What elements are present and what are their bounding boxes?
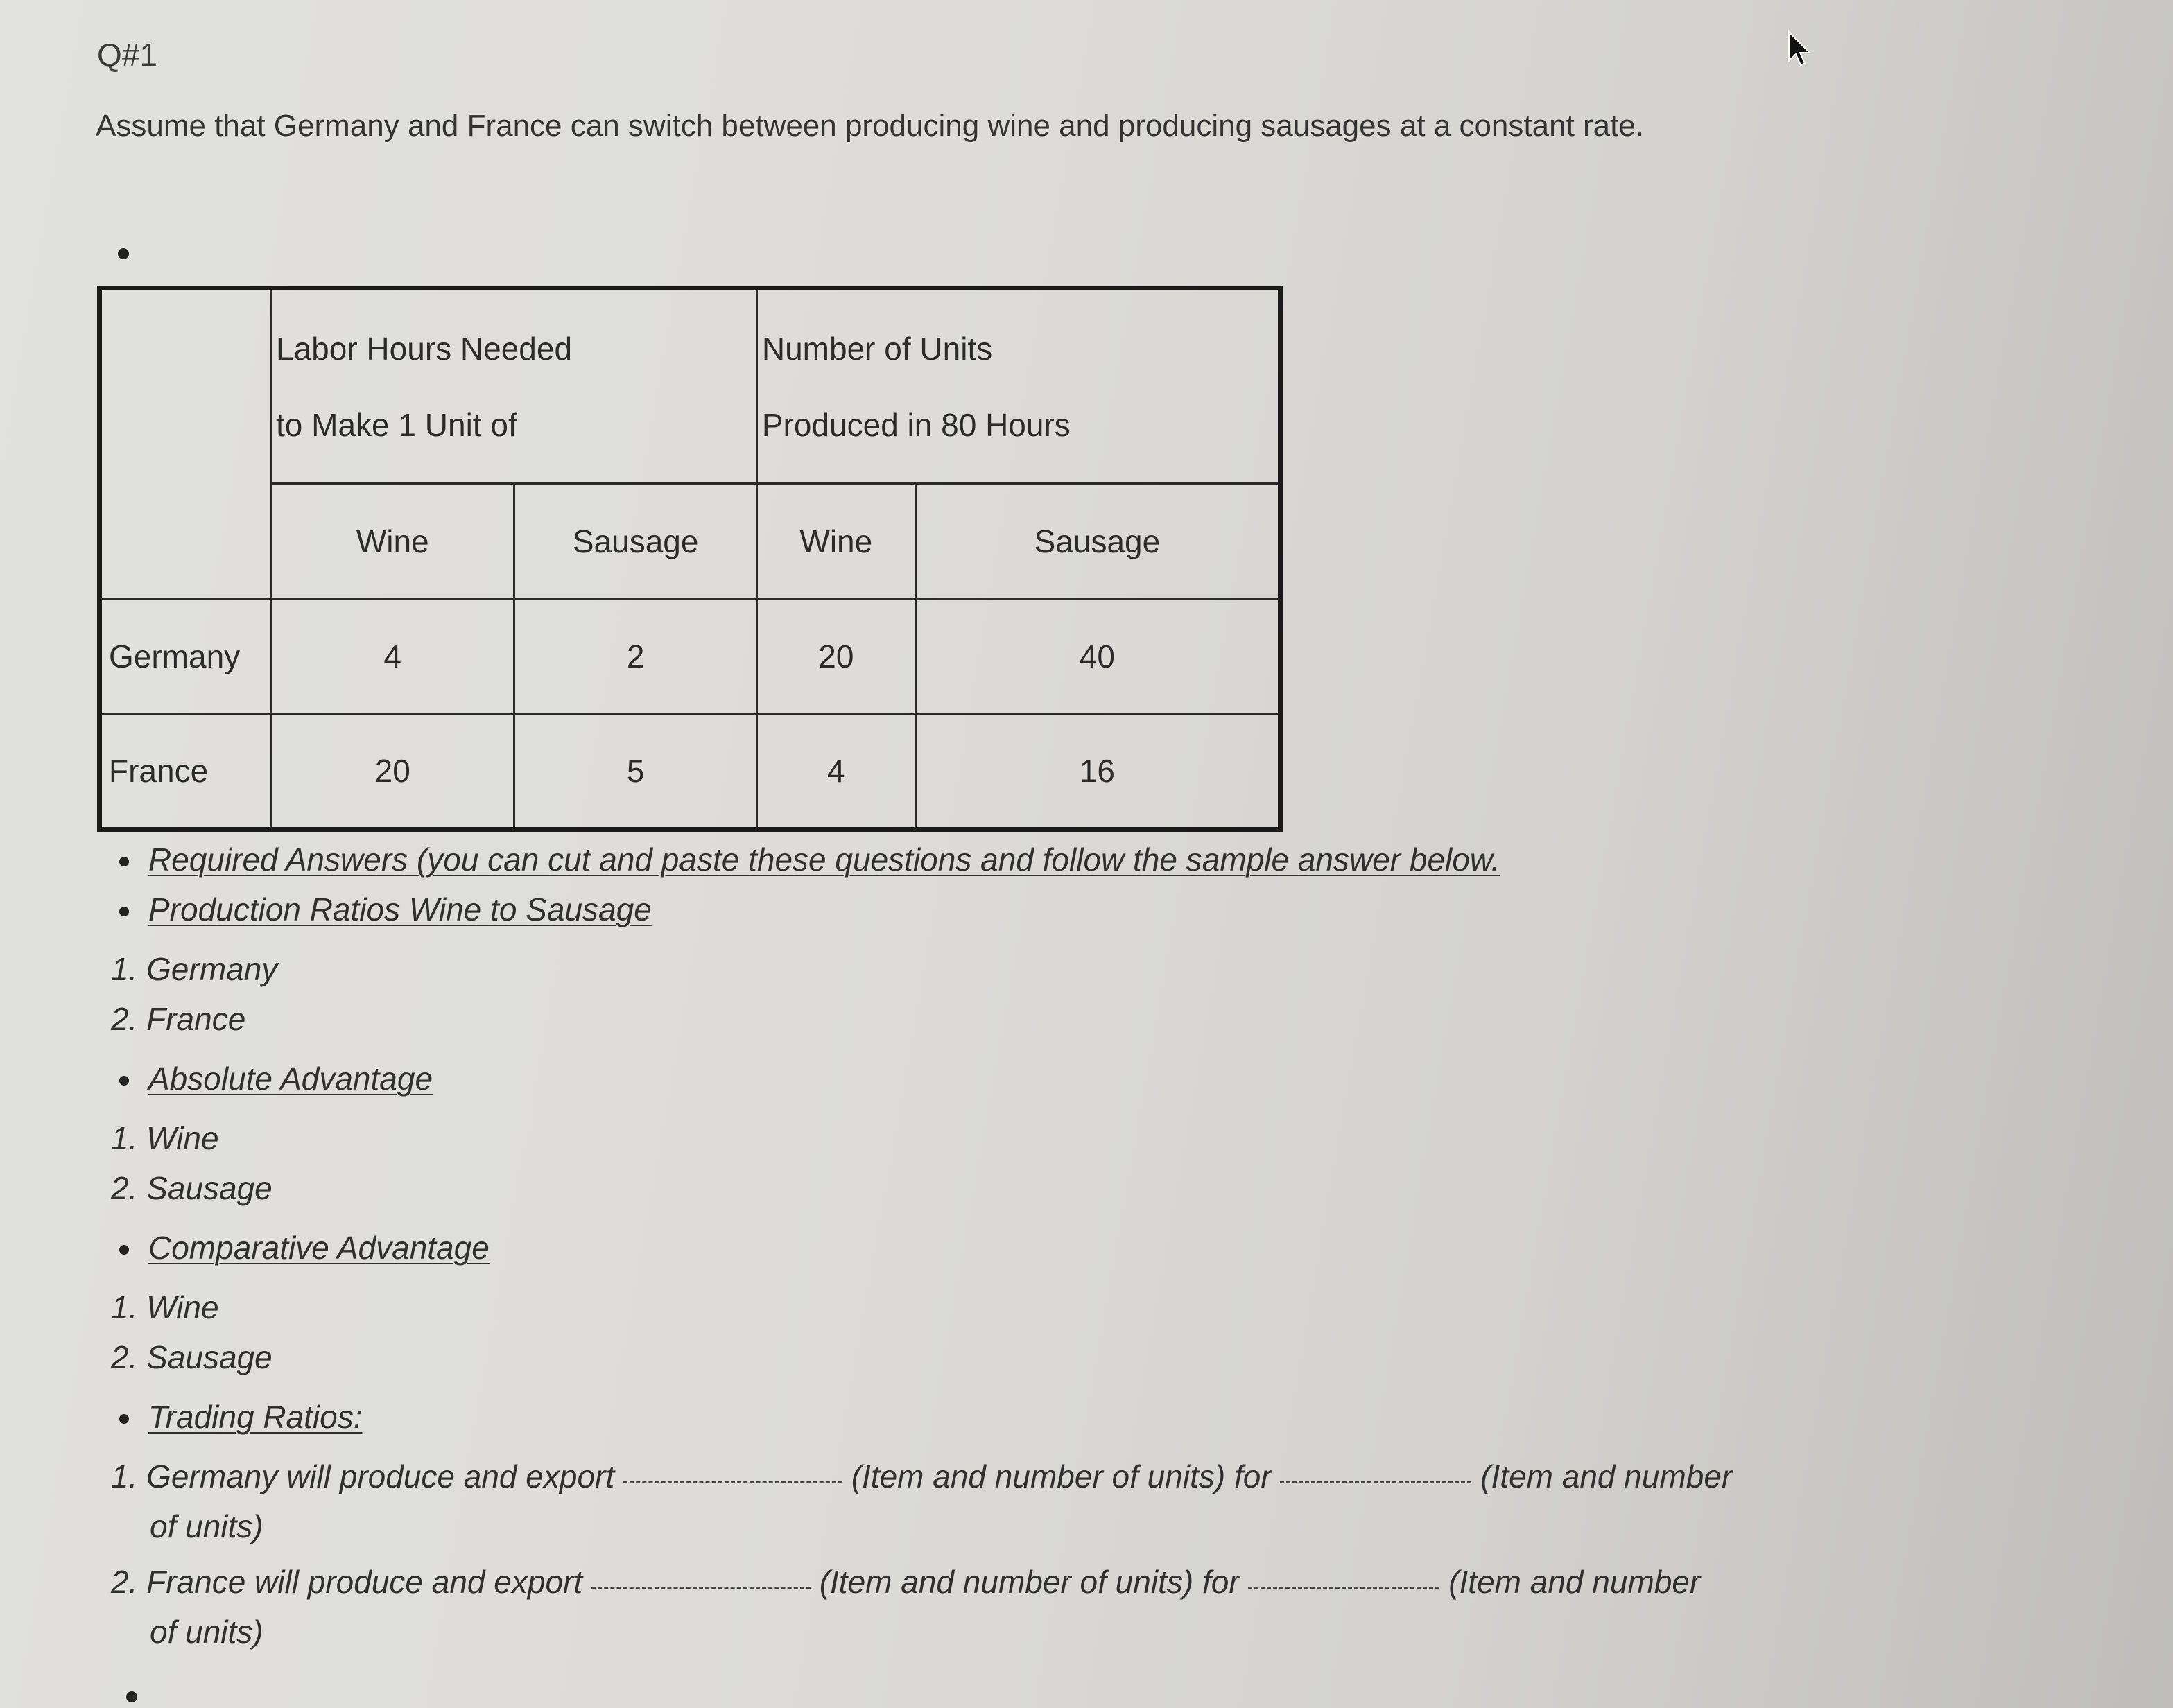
bullet-dot bbox=[126, 1691, 137, 1702]
cell-france-units-wine: 4 bbox=[756, 714, 915, 829]
trading-ratios-title: Trading Ratios: bbox=[148, 1399, 363, 1435]
list-item: 2. France will produce and export (Item and number of units) for (Item and number of units) bbox=[111, 1564, 1701, 1650]
list-item: 1. Wine bbox=[111, 1120, 219, 1156]
row-label-france: France bbox=[100, 714, 271, 829]
production-table bbox=[97, 286, 1283, 832]
cell-germany-labor-wine: 4 bbox=[271, 599, 514, 714]
subheader-labor-sausage: Sausage bbox=[514, 484, 756, 599]
comparative-advantage-title: Comparative Advantage bbox=[148, 1230, 490, 1266]
header-units-produced: Number of Units Produced in 80 Hours bbox=[756, 288, 1280, 484]
table-row bbox=[100, 714, 1281, 829]
cell-france-units-sausage: 16 bbox=[915, 714, 1280, 829]
cell-france-labor-sausage: 5 bbox=[514, 714, 756, 829]
table-row bbox=[100, 599, 1281, 714]
cell-germany-units-wine: 20 bbox=[756, 599, 915, 714]
answer-section bbox=[111, 832, 2122, 1666]
header-labor-hours: Labor Hours Needed to Make 1 Unit of bbox=[271, 288, 757, 484]
list-item: 2. Sausage bbox=[111, 1339, 272, 1375]
required-answers-item bbox=[111, 835, 2122, 885]
absolute-advantage-heading bbox=[111, 1054, 2122, 1104]
question-number: Q#1 bbox=[97, 37, 157, 73]
answer-blank bbox=[1280, 1474, 1471, 1483]
list-item: 1. Wine bbox=[111, 1289, 219, 1325]
subheader-units-sausage: Sausage bbox=[915, 484, 1280, 599]
answer-blank bbox=[591, 1580, 811, 1589]
production-ratios-heading bbox=[111, 885, 2122, 934]
absolute-advantage-title: Absolute Advantage bbox=[148, 1061, 433, 1097]
answer-blank bbox=[1248, 1580, 1439, 1589]
subheader-labor-wine: Wine bbox=[271, 484, 514, 599]
question-intro: Assume that Germany and France can switch between producing wine and producing sausages at a constant rate. bbox=[96, 109, 1645, 143]
table-corner-cell bbox=[100, 288, 271, 600]
absolute-advantage-list bbox=[111, 1113, 2122, 1213]
comparative-advantage-list bbox=[111, 1282, 2122, 1382]
required-answers-text: Required Answers (you can cut and paste these questions and follow the sample answer below. bbox=[148, 842, 1500, 878]
production-ratios-title: Production Ratios Wine to Sausage bbox=[148, 891, 652, 927]
trading-ratios-list bbox=[111, 1452, 2122, 1657]
row-label-germany: Germany bbox=[100, 599, 271, 714]
subheader-units-wine: Wine bbox=[756, 484, 915, 599]
production-ratios-list bbox=[111, 944, 2122, 1044]
cell-germany-labor-sausage: 2 bbox=[514, 599, 756, 714]
list-item: 2. Sausage bbox=[111, 1170, 272, 1206]
list-item: 1. Germany bbox=[111, 951, 278, 987]
comparative-advantage-heading bbox=[111, 1223, 2122, 1273]
cell-germany-units-sausage: 40 bbox=[915, 599, 1280, 714]
mouse-cursor-icon bbox=[1786, 31, 1814, 69]
trading-ratios-heading bbox=[111, 1392, 2122, 1442]
bullet-dot bbox=[118, 248, 129, 259]
list-item: 2. France bbox=[111, 1001, 246, 1037]
list-item: 1. Germany will produce and export (Item and number of units) for (Item and number of units) bbox=[111, 1458, 1733, 1544]
answer-blank bbox=[623, 1474, 842, 1483]
cell-france-labor-wine: 20 bbox=[271, 714, 514, 829]
